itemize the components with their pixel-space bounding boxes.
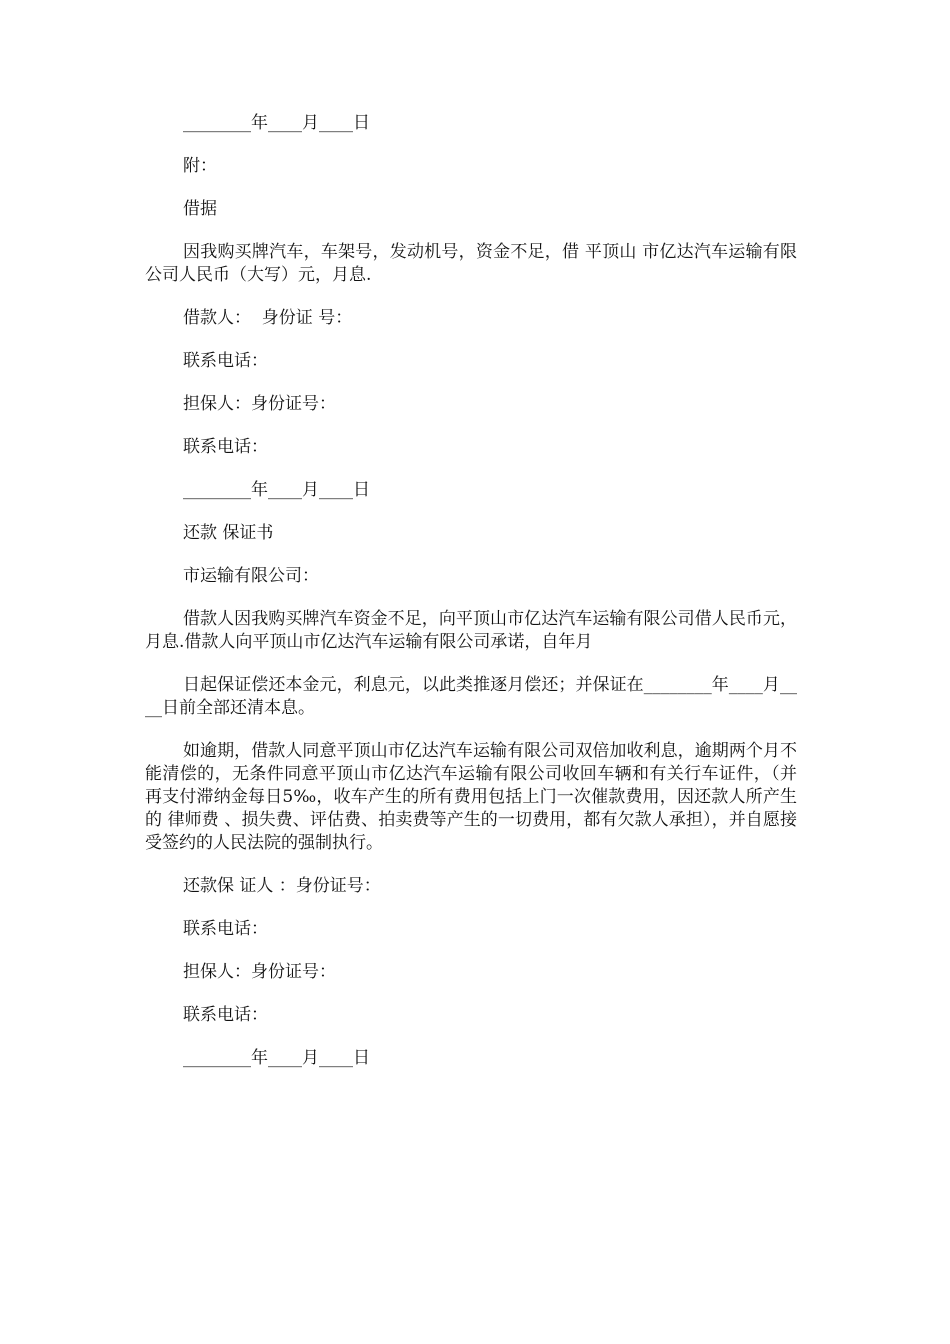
addressee-line: 市运输有限公司： <box>183 566 319 586</box>
date-line-3: ________年____月____日 <box>183 1048 370 1068</box>
borrower-phone-line: 联系电话： <box>183 351 268 371</box>
guarantee-title: 还款 保证书 <box>183 523 274 543</box>
attachment-label: 附： <box>183 156 217 176</box>
second-guarantor-phone-line: 联系电话： <box>183 1005 268 1025</box>
guarantor-phone-line: 联系电话： <box>183 437 268 457</box>
date-line-2: ________年____月____日 <box>183 480 370 500</box>
guarantee-body-2: 日起保证偿还本金元，利息元，以此类推逐月偿还；并保证在________年____月____日前全部还清本息。 <box>145 675 797 718</box>
borrower-id-line: 借款人： 身份证 号： <box>183 308 353 328</box>
guarantee-body-1: 借款人因我购买牌汽车资金不足，向平顶山市亿达汽车运输有限公司借人民币元，月息.借款人向平顶山市亿达汽车运输有限公司承诺，自年月 <box>145 609 797 652</box>
iou-title: 借据 <box>183 199 217 219</box>
second-guarantor-id-line: 担保人：身份证号： <box>183 962 336 982</box>
iou-body: 因我购买牌汽车，车架号，发动机号，资金不足，借 平顶山 市亿达汽车运输有限公司人民币（大写）元，月息. <box>145 242 797 285</box>
document-page <box>145 112 797 1090</box>
repayment-guarantor-phone-line: 联系电话： <box>183 919 268 939</box>
overdue-clause: 如逾期，借款人同意平顶山市亿达汽车运输有限公司双倍加收利息，逾期两个月不能清偿的，无条件同意平顶山市亿达汽车运输有限公司收回车辆和有关行车证件，（并再支付滞纳金每日5‰，收车产生的所有费用包括上门一次催款费用，因还款人所产生的 律师费 、损失费、评估费、拍卖费等产生的一切费用，都有欠款人承担），并自愿接受签约的人民法院的强制执行。 <box>145 741 797 853</box>
guarantor-id-line: 担保人：身份证号： <box>183 394 336 414</box>
date-line-1: ________年____月____日 <box>183 113 370 133</box>
repayment-guarantor-id-line: 还款保 证人 ：身份证号： <box>183 876 381 896</box>
